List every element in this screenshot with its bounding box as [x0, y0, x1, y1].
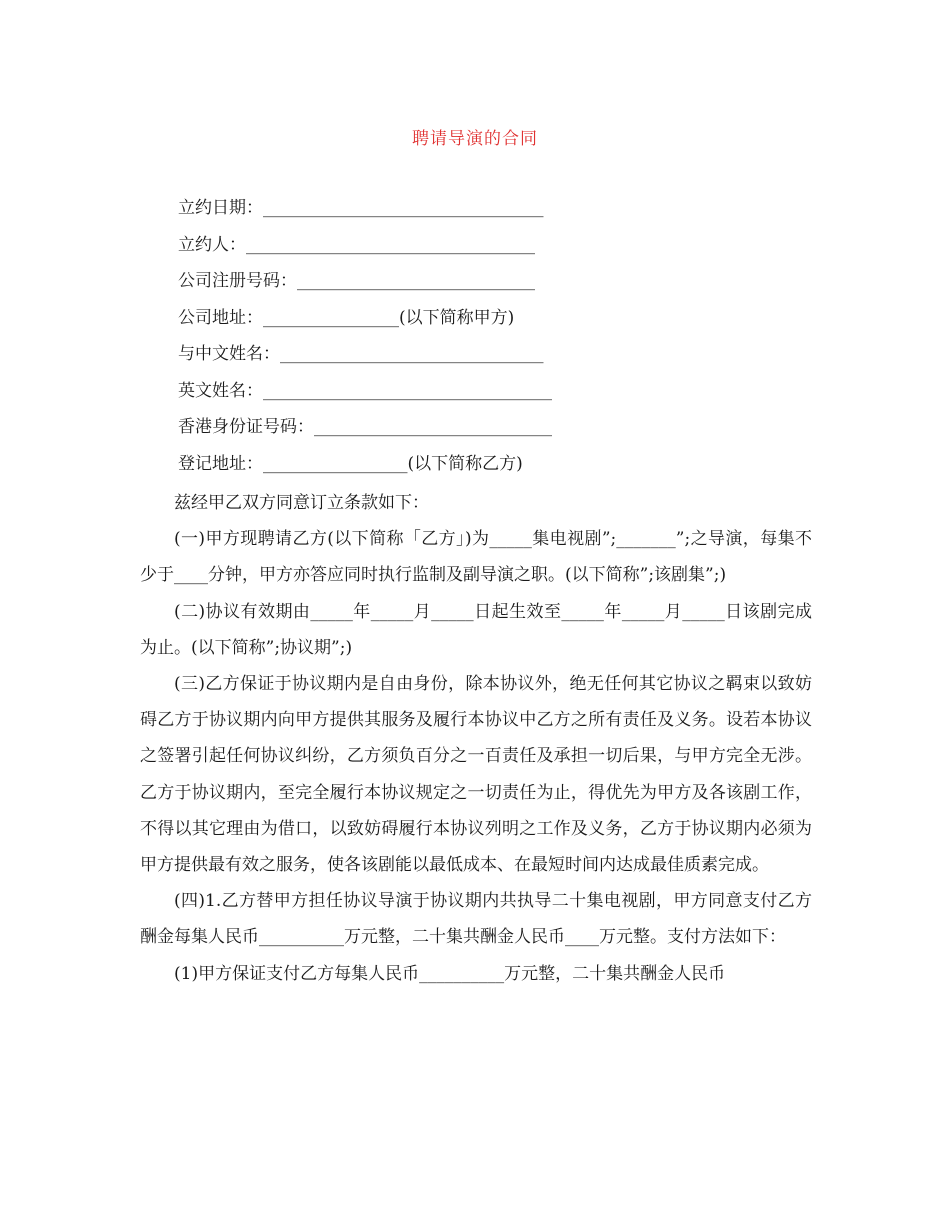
- field-hk-id-number: 香港身份证号码：____________________________: [178, 417, 552, 437]
- document-title: 聘请导演的合同: [412, 129, 538, 149]
- clause-4: (四)1.乙方替甲方担任协议导演于协议期内共执导二十集电视剧，甲方同意支付乙方酬金每集人民币__________万元整，二十集共酬金人民币____万元整。支付方法如下：: [140, 891, 812, 948]
- clause-1: (一)甲方现聘请乙方(以下简称「乙方」)为_____集电视剧”;_______”;之导演，每集不少于____分钟，甲方亦答应同时执行监制及副导演之职。(以下简称”;该剧集”;): [140, 529, 812, 586]
- field-chinese-name: 与中文姓名：_______________________________: [178, 344, 544, 364]
- party-fields: [178, 196, 818, 488]
- field-company-reg-number: 公司注册号码：____________________________: [178, 271, 535, 291]
- field-signatory: 立约人：__________________________________: [178, 234, 535, 255]
- field-signing-date: 立约日期：_________________________________: [178, 198, 544, 218]
- clause-3: (三)乙方保证于协议期内是自由身份，除本协议外，绝无任何其它协议之羁束以致妨碍乙方于协议期内向甲方提供其服务及履行本协议中乙方之所有责任及义务。设若本协议之签署引起任何协议纠纷，乙方须负百分之一百责任及承担一切后果，与甲方完全无涉。乙方于协议期内，至完全履行本协议规定之一切责任为止，得优先为甲方及各该剧工作，不得以其它理由为借口，以致妨碍履行本协议列明之工作及义务，乙方于协议期内必须为甲方提供最有效之服务，使各该剧能以最低成本、在最短时间内达成最佳质素完成。: [140, 674, 812, 876]
- contract-body: [140, 485, 812, 992]
- clause-4-item-1: (1)甲方保证支付乙方每集人民币__________万元整，二十集共酬金人民币: [174, 963, 726, 984]
- field-registered-address: 登记地址：_________________(以下简称乙方): [178, 453, 523, 474]
- clause-2: (二)协议有效期由_____年_____月_____日起生效至_____年_____月_____日该剧完成为止。(以下简称”;协议期”;): [140, 601, 812, 658]
- field-english-name: 英文姓名：__________________________________: [178, 380, 552, 401]
- field-company-address: 公司地址：________________(以下简称甲方): [178, 307, 515, 328]
- intro-paragraph: 兹经甲乙双方同意订立条款如下：: [174, 493, 429, 513]
